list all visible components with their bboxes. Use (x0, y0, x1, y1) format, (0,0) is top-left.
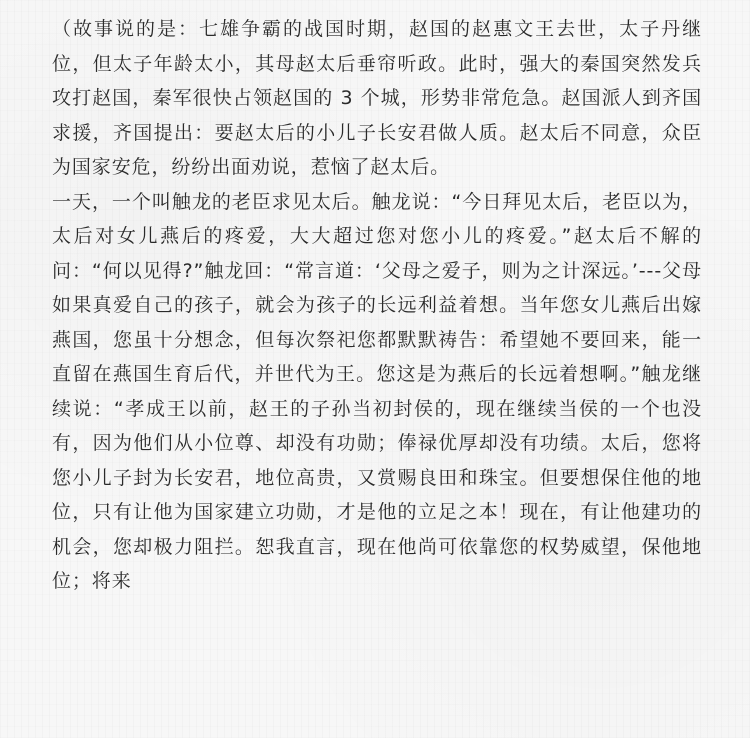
paragraph-intro: （故事说的是：七雄争霸的战国时期，赵国的赵惠文王去世，太子丹继位，但太子年龄太小，其母赵太后垂帘听政。此时，强大的秦国突然发兵攻打赵国，秦军很快占领赵国的 3 个城，形势非常危急。赵国派人到齐国求援，齐国提出：要赵太后的小儿子长安君做人质。赵太后不同意，众臣为国家安危，纷纷出面劝说，惹恼了赵太后。 (52, 18, 702, 178)
paragraph-story: 一天，一个叫触龙的老臣求见太后。触龙说：“今日拜见太后，老臣以为，太后对女儿燕后的疼爱，大大超过您对您小儿的疼爱。”赵太后不解的问：“何以见得?”触龙回：“常言道：‘父母之爱子，则为之计深远。’---父母如果真爱自己的孩子，就会为孩子的长远利益着想。当年您女儿燕后出嫁燕国，您虽十分想念，但每次祭祀您都默默祷告：希望她不要回来，能一直留在燕国生育后代，并世代为王。您这是为燕后的长远着想啊。”触龙继续说：“孝成王以前，赵王的子孙当初封侯的，现在继续当侯的一个也没有，因为他们从小位尊、却没有功勋；俸禄优厚却没有功绩。太后，您将您小儿子封为长安君，地位高贵，又赏赐良田和珠宝。但要想保住他的地位，只有让他为国家建立功勋，才是他的立足之本！现在，有让他建功的机会，您却极力阻拦。恕我直言，现在他尚可依靠您的权势威望，保他地位；将来 (52, 190, 702, 592)
article-body (52, 12, 702, 599)
